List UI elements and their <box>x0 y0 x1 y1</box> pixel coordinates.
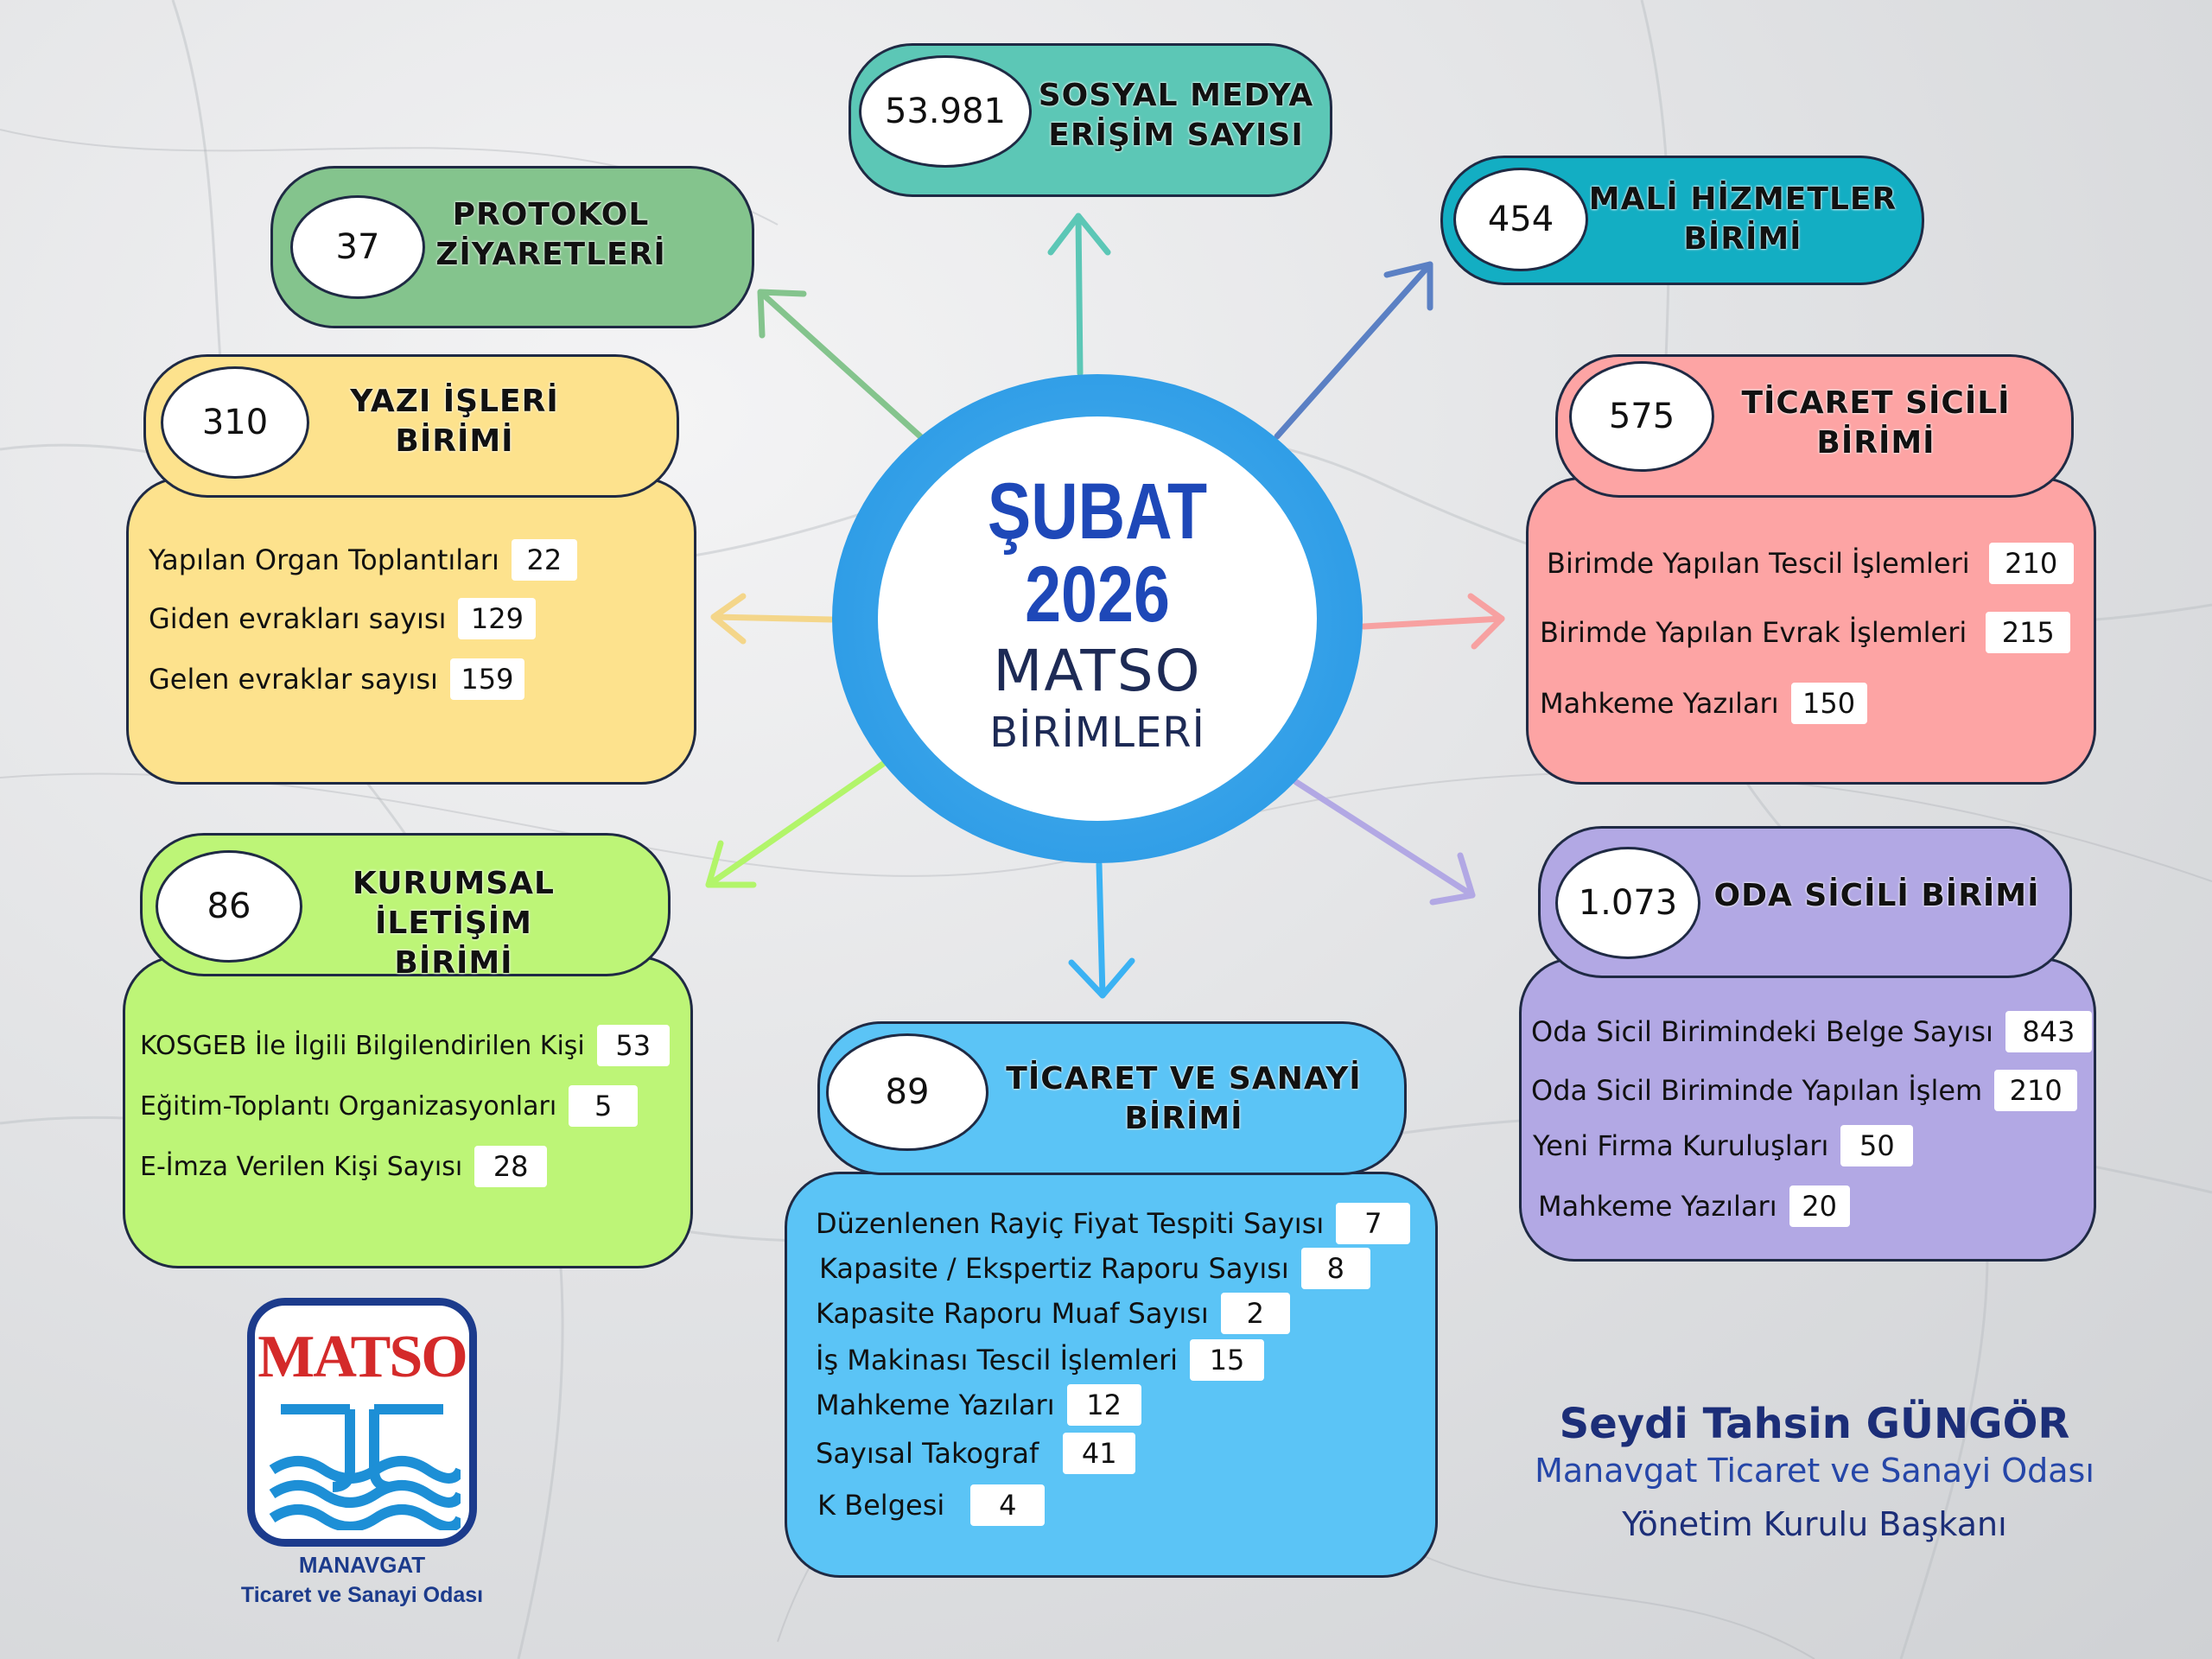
signature-org: Manavgat Ticaret ve Sanayi Odası <box>1535 1452 2094 1490</box>
item-label: Gelen evraklar sayısı <box>149 663 438 696</box>
list-item <box>1531 1011 2092 1052</box>
unit-mali-title: MALİ HİZMETLER BİRİMİ <box>1588 181 1897 257</box>
unit-yazi-count: 310 <box>161 366 309 479</box>
item-label: Mahkeme Yazıları <box>1540 687 1779 720</box>
unit-protokol-count: 37 <box>290 195 425 299</box>
center-year: 2026 <box>1025 550 1170 639</box>
item-value: 20 <box>1789 1185 1850 1227</box>
item-label: Mahkeme Yazıları <box>816 1389 1055 1421</box>
signature-name: Seydi Tahsin GÜNGÖR <box>1559 1400 2070 1448</box>
arrow-mali <box>1277 264 1430 436</box>
unit-kurumsal-title: KURUMSAL İLETİŞİM BİRİMİ <box>352 866 555 981</box>
item-label: Düzenlenen Rayiç Fiyat Tespiti Sayısı <box>816 1207 1325 1240</box>
logo-city: MANAVGAT <box>298 1552 426 1578</box>
unit-sosyal-count: 53.981 <box>859 55 1032 168</box>
list-item <box>1538 1185 1850 1227</box>
item-label: Sayısal Takograf <box>816 1437 1039 1470</box>
list-item <box>140 1146 547 1187</box>
arrow-tsb <box>1071 864 1132 995</box>
item-value: 53 <box>597 1025 670 1066</box>
item-label: Birimde Yapılan Evrak İşlemleri <box>1540 616 1967 649</box>
list-item <box>816 1433 1135 1474</box>
item-label: Giden evrakları sayısı <box>149 602 447 635</box>
unit-oda-sicili-count: 1.073 <box>1555 847 1700 959</box>
center-org: MATSO <box>993 638 1202 704</box>
item-label: Eğitim-Toplantı Organizasyonları <box>140 1090 557 1122</box>
unit-mali-count: 454 <box>1453 168 1588 271</box>
list-item <box>140 1085 638 1127</box>
item-value: 12 <box>1067 1384 1141 1426</box>
item-value: 2 <box>1221 1293 1290 1334</box>
arrow-protokol <box>760 292 920 436</box>
signature-role: Yönetim Kurulu Başkanı <box>1622 1505 2007 1543</box>
unit-tsb-title: TİCARET VE SANAYİ BİRİMİ <box>1006 1061 1362 1136</box>
item-value: 41 <box>1063 1433 1135 1474</box>
arrow-oda-sicili <box>1296 782 1472 902</box>
arrow-sosyal <box>1051 216 1108 373</box>
item-value: 210 <box>1989 543 2074 584</box>
unit-ticaret-sicili-count: 575 <box>1569 361 1714 472</box>
item-label: Yeni Firma Kuruluşları <box>1533 1129 1829 1162</box>
logo-brand: MATSO <box>257 1324 467 1390</box>
item-label: Kapasite / Ekspertiz Raporu Sayısı <box>819 1252 1289 1285</box>
list-item <box>149 598 536 639</box>
unit-sosyal-title: SOSYAL MEDYA ERİŞİM SAYISI <box>1038 78 1314 153</box>
list-item <box>816 1203 1410 1244</box>
item-value: 7 <box>1336 1203 1410 1244</box>
arrow-kurumsal <box>709 764 883 885</box>
item-value: 215 <box>1986 612 2070 653</box>
matso-logo <box>247 1298 477 1547</box>
arrow-ticaret-sicili <box>1363 596 1502 646</box>
unit-protokol-title: PROTOKOL ZİYARETLERİ <box>435 197 666 272</box>
item-label: K Belgesi <box>817 1489 945 1522</box>
unit-oda-sicili-title: ODA SİCİLİ BİRİMİ <box>1713 878 2040 913</box>
item-label: Kapasite Raporu Muaf Sayısı <box>816 1297 1209 1330</box>
list-item <box>140 1025 670 1066</box>
item-label: Oda Sicil Biriminde Yapılan İşlem <box>1531 1074 1983 1107</box>
item-value: 5 <box>569 1085 638 1127</box>
list-item <box>149 658 524 700</box>
unit-yazi-title: YAZI İŞLERİ BİRİMİ <box>350 384 559 459</box>
item-value: 4 <box>970 1484 1045 1526</box>
arrow-yazi <box>714 596 831 641</box>
list-item <box>819 1248 1370 1289</box>
list-item <box>1531 1070 2077 1111</box>
list-item <box>1547 543 2074 584</box>
item-value: 210 <box>1994 1070 2077 1111</box>
item-value: 15 <box>1190 1339 1264 1381</box>
item-label: İş Makinası Tescil İşlemleri <box>816 1344 1179 1376</box>
list-item <box>816 1293 1290 1334</box>
item-label: KOSGEB İle İlgili Bilgilendirilen Kişi <box>140 1030 585 1061</box>
list-item <box>1540 683 1867 724</box>
list-item <box>817 1484 1045 1526</box>
item-value: 843 <box>2005 1011 2092 1052</box>
center-month: ŞUBAT <box>987 467 1208 556</box>
item-label: Mahkeme Yazıları <box>1538 1190 1777 1223</box>
unit-ticaret-sicili-title: TİCARET SİCİLİ BİRİMİ <box>1741 385 2011 461</box>
list-item <box>816 1339 1264 1381</box>
item-label: E-İmza Verilen Kişi Sayısı <box>140 1151 463 1182</box>
list-item <box>149 539 577 581</box>
unit-kurumsal-count: 86 <box>156 850 302 963</box>
center-subtitle: BİRİMLERİ <box>989 709 1205 757</box>
item-value: 28 <box>474 1146 547 1187</box>
item-value: 159 <box>450 658 524 700</box>
item-value: 129 <box>458 598 536 639</box>
item-label: Birimde Yapılan Tescil İşlemleri <box>1547 547 1970 580</box>
item-value: 150 <box>1791 683 1867 724</box>
item-value: 8 <box>1301 1248 1370 1289</box>
item-value: 50 <box>1840 1125 1913 1166</box>
logo-org: Ticaret ve Sanayi Odası <box>240 1583 484 1607</box>
list-item <box>816 1384 1141 1426</box>
list-item <box>1540 612 2070 653</box>
item-value: 22 <box>512 539 577 581</box>
unit-tsb-count: 89 <box>826 1033 988 1151</box>
logo-waves-icon <box>264 1392 461 1530</box>
item-label: Yapılan Organ Toplantıları <box>149 543 499 576</box>
list-item <box>1533 1125 1913 1166</box>
item-label: Oda Sicil Birimindeki Belge Sayısı <box>1531 1015 1993 1048</box>
